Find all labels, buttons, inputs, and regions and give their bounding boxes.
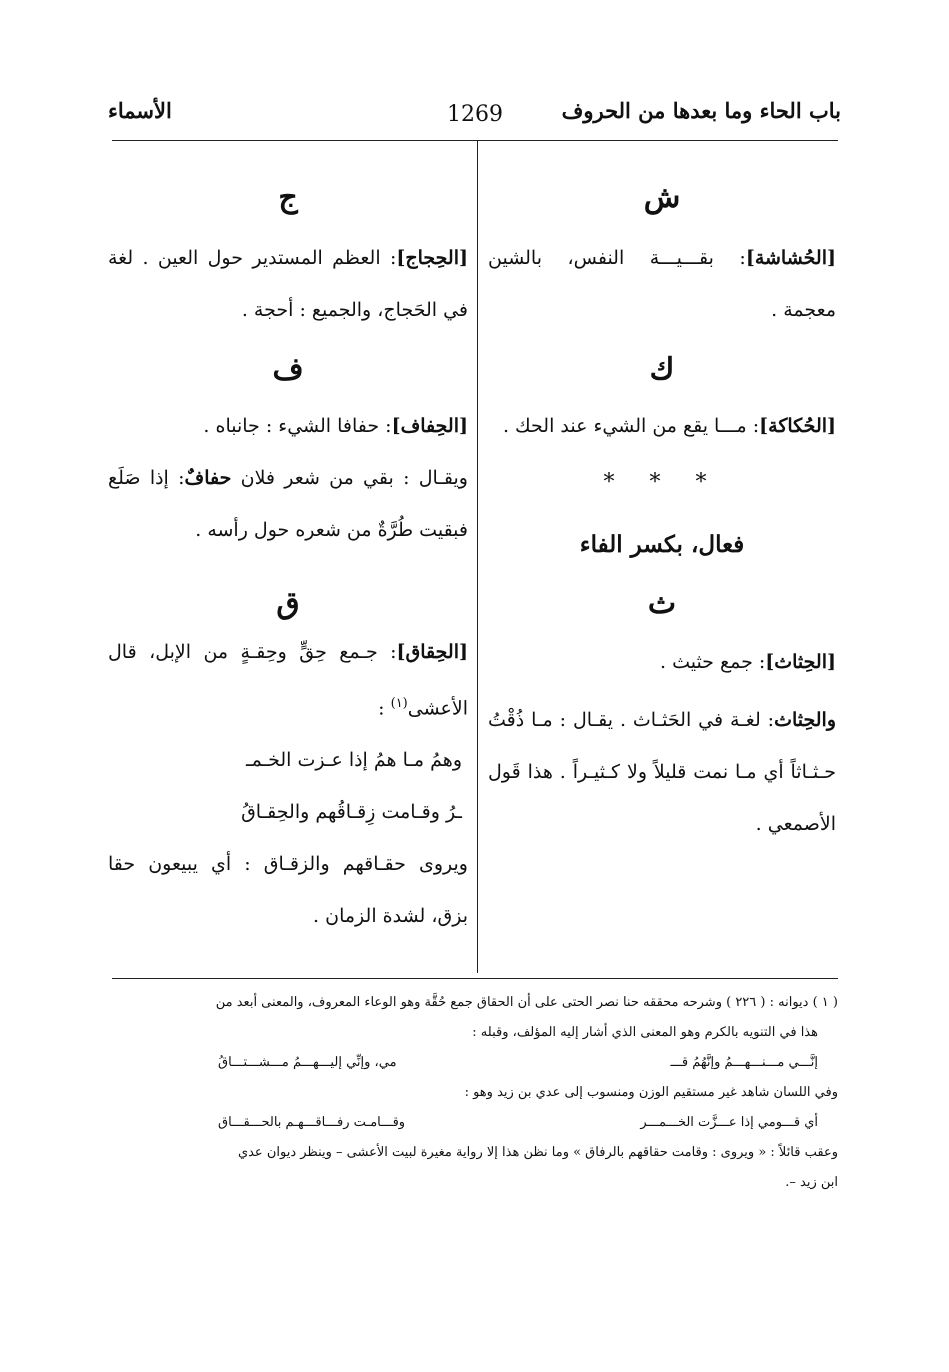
footnote — [108, 988, 838, 1198]
footnote-line: ( ١ ) ديوانه : ( ٢٢٦ ) وشرحه محققه حنا نصر الحتى على أن الحقاق جمع حُقَّة وهو الوعاء المعروف، والمعنى أبعد من — [215, 995, 838, 1010]
poem-verse-line: ـرُ وقـامت زِقـاقُهم والحِقـاقُ — [241, 801, 462, 824]
dictionary-entry — [108, 452, 468, 556]
entry-text: : إذا صَلَع فبقيت طُرَّةٌ من شعره حول رأسه . — [108, 467, 468, 541]
dictionary-entry — [488, 636, 836, 688]
dictionary-entry — [488, 232, 836, 336]
entry-headword: والحِثاث — [774, 709, 836, 731]
dictionary-entry: ويروى حقـاقهم والزقـاق : أي يبيعون حقا بزق، لشدة الزمان . — [108, 853, 468, 928]
verse-hemistich: وقـــامـت رفـــاقـــهـم بالحـــقـــاق — [218, 1115, 406, 1130]
footnote-line: وعقب قائلاً : « ويروى : وقامت حقاقهم بالرفاق » وما نظن هذا إلا رواية مغيرة لبيت الأعشى – وينظر ديوان عدي — [237, 1145, 838, 1160]
dictionary-entry — [108, 400, 468, 452]
footnote-line: ابن زيد –. — [785, 1175, 838, 1190]
entry-text: : — [378, 697, 391, 720]
letter-heading: ث — [647, 586, 677, 621]
page-number: 1269 — [447, 102, 503, 127]
running-head-section: الأسماء — [108, 98, 172, 123]
verse-hemistich: مي، وإنِّي إليـــهـــمُ مـــشـــتـــاقُ — [218, 1055, 397, 1070]
letter-heading: ش — [643, 180, 681, 215]
verse-hemistich: أي قـــومي إذا عـــزَّت الخـــمـــر — [640, 1115, 818, 1130]
dictionary-entry — [108, 232, 468, 336]
entry-headword: [الحِثاث] — [765, 651, 836, 673]
section-separator: * * * — [603, 470, 721, 495]
entry-headword: [الحِجاج] — [396, 247, 468, 269]
header-rule — [112, 140, 838, 141]
footnote-line: هذا في التنويه بالكرم وهو المعنى الذي أشار إليه المؤلف، وقبله : — [472, 1025, 818, 1040]
right-column — [488, 180, 836, 850]
entry-headword: [الحِقاق] — [396, 641, 468, 663]
footnote-line: وفي اللسان شاهد غير مستقيم الوزن ومنسوب إلى عدي بن زيد وهو : — [464, 1085, 838, 1100]
poem-verse-line: وهمُ مـا همُ إذا عـزت الخـمـ — [246, 749, 462, 772]
footnote-reference[interactable]: (١) — [390, 696, 408, 711]
running-head-chapter: باب الحاء وما بعدها من الحروف — [561, 98, 841, 123]
dictionary-entry — [108, 626, 468, 734]
entry-text: : بقـــيـــة النفس، بالشين معجمة . — [488, 247, 836, 321]
entry-headword: [الحُشاشة] — [745, 247, 836, 269]
entry-text: : مـــا يقع من الشيء عند الحك . — [502, 415, 760, 437]
entry-text: : العظم المستدير حول العين . لغة في الحَجاج، والجميع : أحجة . — [108, 247, 468, 321]
dictionary-entry — [488, 400, 836, 452]
entry-headword: حفافٌ — [184, 467, 232, 489]
entry-headword: [الحُكاكة] — [759, 415, 836, 437]
entry-text: : جـمع حِقٍّ وحِقـةٍ من الإبل، قال الأعشى — [108, 641, 468, 720]
entry-text: : جمع حثيث . — [659, 651, 766, 673]
column-divider — [477, 141, 478, 973]
left-column — [108, 180, 468, 942]
entry-text: : لغـة في الحَثـاث . يقـال : مـا ذُقْتُ حـثـاثاً أي مـا نمت قليلاً ولا كـثيـراً . هذا قَول الأصمعي . — [488, 709, 836, 835]
entry-text: : حفافا الشيء : جانباه . — [203, 415, 392, 437]
letter-heading: ف — [272, 352, 304, 387]
footnote-rule — [112, 978, 838, 979]
entry-text: ويقـال : بقي من شعر فلان — [240, 467, 468, 489]
letter-heading: ج — [278, 180, 298, 215]
letter-heading: ك — [649, 352, 675, 387]
entry-headword: [الحِفاف] — [391, 415, 468, 437]
footnote-verse — [108, 1048, 838, 1078]
letter-heading: ق — [276, 586, 300, 621]
footnote-verse — [108, 1108, 838, 1138]
section-subheading: فعال، بكسر الفاء — [579, 531, 745, 558]
dictionary-entry — [488, 694, 836, 850]
verse-hemistich: إنَّـــي مـــنـــهـــمُ وإنَّهُمُ قـــ — [670, 1055, 818, 1070]
